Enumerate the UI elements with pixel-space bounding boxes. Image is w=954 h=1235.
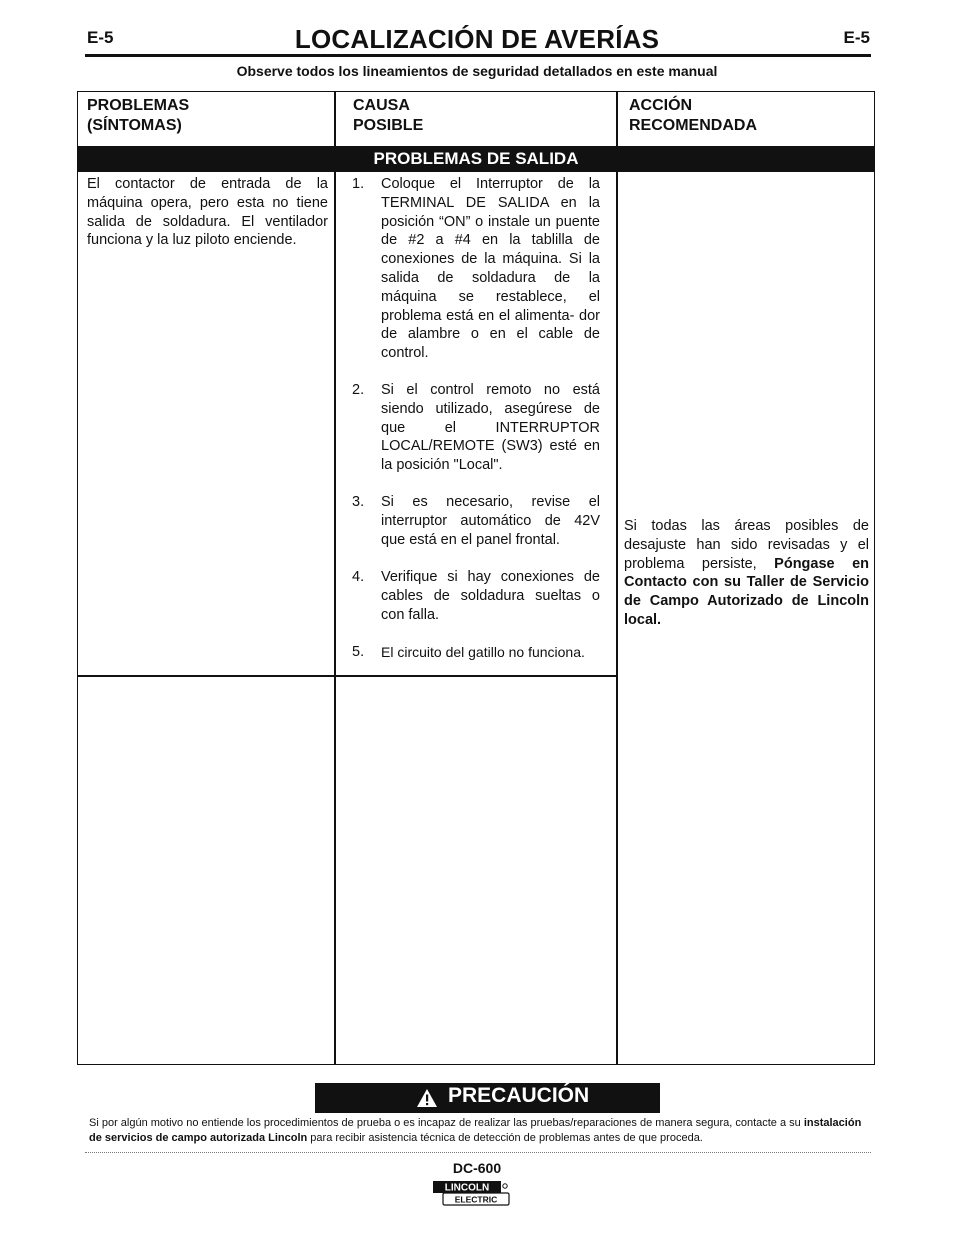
cause-item-1: 1. Coloque el Interruptor de la TERMINAL DE SALIDA en la posición “ON” o instale un puente de #2 a #4 en la tablilla de conexiones de la máquina. Si la salida de soldadura de la máquina se restablece, el problema está en el alimenta- dor de alambre o en el cable de control.: [352, 176, 600, 362]
footer-divider: [85, 1152, 871, 1153]
page-title: LOCALIZACIÓN DE AVERÍAS: [294, 24, 660, 54]
warning-triangle-icon: [416, 1088, 438, 1108]
column-header-cause: CAUSA POSIBLE: [353, 97, 424, 134]
column-divider-2: [616, 92, 618, 1064]
svg-text:ELECTRIC: ELECTRIC: [454, 1194, 498, 1205]
recommended-action-emphasis: Póngase en Contacto con su Taller de Servicio de Campo Autorizado de Lincoln local.: [624, 555, 869, 628]
cause-item-5: 5. El circuito del gatillo no funciona.: [352, 644, 585, 660]
lincoln-electric-logo: [433, 1178, 513, 1208]
symptom-text: El contactor de entrada de la máquina opera, pero esta no tiene salida de soldadura. El ventilador funciona y la luz piloto enciende.: [87, 176, 328, 249]
page-code-left: E-5: [87, 28, 114, 47]
caution-label: PRECAUCIÓN: [448, 1084, 590, 1107]
caution-text-emphasis: instalación de servicios de campo autorizada Lincoln: [89, 1117, 862, 1144]
column-divider-1: [334, 92, 336, 1064]
cause-item-3: 3. Si es necesario, revise el interruptor automático de 42V que está en el panel frontal.: [352, 494, 600, 548]
cause-item-4: 4. Verifique si hay conexiones de cables de soldadura sueltas o con falla.: [352, 569, 600, 623]
column-header-action: ACCIÓN RECOMENDADA: [629, 97, 757, 134]
safety-subtitle: Observe todos los lineamientos de seguridad detallados en este manual: [236, 63, 718, 79]
page-code-right: E-5: [843, 28, 870, 47]
caution-text: Si por algún motivo no entiende los procedimientos de prueba o es incapaz de realizar las pruebas/reparaciones de manera segura, contacte a su instalación de servicios de campo autorizada Lincoln para recibir asistencia técnica de detección de problemas antes de que proceda.: [89, 1117, 862, 1144]
recommended-action: Si todas las áreas posibles de desajuste han sido revisadas y el problema persiste, Póngase en Contacto con su Taller de Servicio de Campo Autorizado de Lincoln local.: [624, 518, 869, 628]
model-number: DC-600: [452, 1160, 502, 1176]
row-divider: [78, 675, 616, 677]
cause-item-2: 2. Si el control remoto no está siendo utilizado, asegúrese de que el INTERRUPTOR LOCAL/REMOTE (SW3) esté en la posición "Local".: [352, 382, 600, 474]
title-rule: [85, 54, 871, 57]
section-title: PROBLEMAS DE SALIDA: [373, 149, 579, 168]
column-header-problems: PROBLEMAS (SÍNTOMAS): [87, 97, 190, 134]
svg-text:LINCOLN: LINCOLN: [444, 1182, 490, 1194]
